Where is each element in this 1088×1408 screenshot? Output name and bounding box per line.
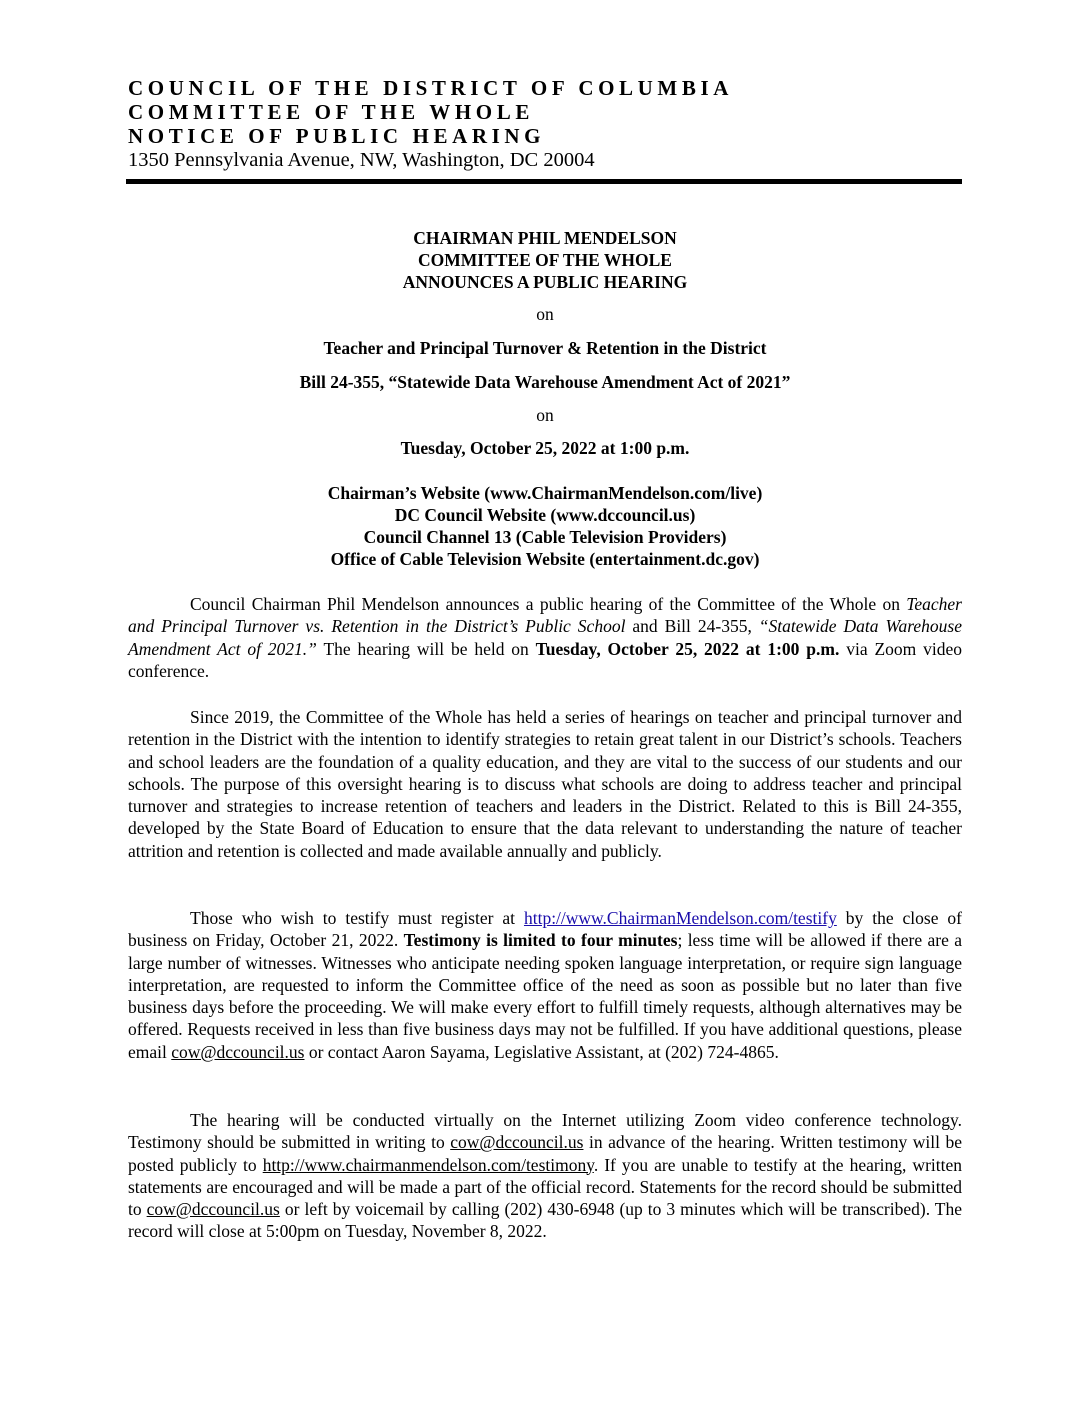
p3-text-e: or contact Aaron Sayama, Legislative Assistant, at (202) 724-4865. <box>304 1041 779 1062</box>
p4-text-b: in advance of the hearing. Written testimony will be posted publicly to <box>128 1132 963 1175</box>
letterhead-notice: NOTICE OF PUBLIC HEARING <box>128 124 546 148</box>
paragraph-announcement <box>128 593 962 682</box>
p1-text-g: via Zoom video conference. <box>128 638 962 681</box>
hearing-bill: Bill 24-355, “Statewide Data Warehouse Amendment Act of 2021” <box>299 372 791 392</box>
p2-text: Since 2019, the Committee of the Whole has held a series of hearings on teacher and principal turnover and retention in the District with the intention to identify strategies to retain great talent in our District’s schools. Teachers and school leaders are the foundation of a quality education, and they are vital to the success of our students and our schools. The purpose of this oversight hearing is to discuss what schools are doing to address teacher and principal turnover and strategies to increase retention of teachers and leaders in the District. Related to this is Bill 24-355, developed by the State Board of Education to ensure that the data relevant to understanding the nature of teacher attrition and retention is collected and made available annually and publicly. <box>128 707 962 861</box>
p1-text-c: and Bill 24-355, <box>625 616 759 637</box>
testimony-email-link[interactable]: cow@dccouncil.us <box>450 1132 584 1153</box>
p1-text-e: The hearing will be held on <box>316 638 536 659</box>
paragraph-registration <box>128 907 962 1063</box>
paragraph-virtual-hearing <box>128 1109 962 1243</box>
p1-hearing-datetime: Tuesday, October 25, 2022 at 1:00 p.m. <box>535 638 840 659</box>
testimony-posting-link[interactable]: http://www.chairmanmendelson.com/testimony <box>262 1154 594 1175</box>
announcement-committee: COMMITTEE OF THE WHOLE <box>418 250 672 270</box>
p1-text-a: Council Chairman Phil Mendelson announces a public hearing of the Committee of the Whole on <box>190 594 907 614</box>
announcement-chairman: CHAIRMAN PHIL MENDELSON <box>413 228 677 248</box>
header-divider <box>126 179 962 184</box>
p1-bill-title: “Statewide Data Warehouse Amendment Act of 2021.” <box>128 616 962 659</box>
p4-text-c: . If you are unable to testify at the hearing, written statements are encouraged and will be made a part of the official record. Statements for the record should be submitted to <box>128 1154 962 1220</box>
p4-text-a: The hearing will be conducted virtually on the Internet utilizing Zoom video conference technology. Testimony should be submitted in writing to <box>128 1110 962 1153</box>
p3-text-b: by the close of business on Friday, October 21, 2022. <box>128 908 962 951</box>
announcement-hearing: ANNOUNCES A PUBLIC HEARING <box>402 272 688 292</box>
p3-text-d: ; less time will be allowed if there are a large number of witnesses. Witnesses who anticipate needing spoken language interpretation, or require sign language interpretation, are requested to inform the Committee office of the need as soon as possible but no later than five business days before the proceeding. We will make every effort to fulfill timely requests, although alternatives may be offered. Requests received in less than five business days may not be fulfilled. If you have additional questions, please email <box>128 930 962 1062</box>
announcement-heading <box>128 227 962 293</box>
testify-link[interactable]: http://www.ChairmanMendelson.com/testify <box>523 908 837 928</box>
hearing-datetime: Tuesday, October 25, 2022 at 1:00 p.m. <box>400 438 690 458</box>
broadcast-list <box>128 482 962 570</box>
broadcast-channel-13: Council Channel 13 (Cable Television Providers) <box>363 527 727 547</box>
contact-email-link[interactable]: cow@dccouncil.us <box>171 1041 305 1062</box>
p4-text-d: or left by voicemail by calling (202) 430-6948 (up to 3 minutes which will be transcribed). The record will close at 5:00pm on Tuesday, November 8, 2022. <box>128 1199 962 1242</box>
broadcast-chairman-website: Chairman’s Website (www.ChairmanMendelson.com/live) <box>327 483 763 503</box>
statements-email-link[interactable]: cow@dccouncil.us <box>146 1199 280 1220</box>
letterhead-council: COUNCIL OF THE DISTRICT OF COLUMBIA <box>128 76 733 100</box>
paragraph-background <box>128 706 962 862</box>
letterhead <box>128 76 964 172</box>
letterhead-committee: COMMITTEE OF THE WHOLE <box>128 100 534 124</box>
p3-time-limit: Testimony is limited to four minutes <box>403 930 678 951</box>
on-label-1: on <box>536 304 554 324</box>
letterhead-address: 1350 Pennsylvania Avenue, NW, Washington, DC 20004 <box>128 149 595 171</box>
p3-text-a: Those who wish to testify must register at <box>190 908 524 928</box>
broadcast-cable-tv-website: Office of Cable Television Website (entertainment.dc.gov) <box>330 549 760 569</box>
hearing-topic: Teacher and Principal Turnover & Retention in the District <box>323 338 767 358</box>
broadcast-council-website: DC Council Website (www.dccouncil.us) <box>394 505 696 525</box>
p1-hearing-topic: Teacher and Principal Turnover vs. Retention in the District’s Public School <box>128 594 962 637</box>
on-label-2: on <box>536 405 554 425</box>
